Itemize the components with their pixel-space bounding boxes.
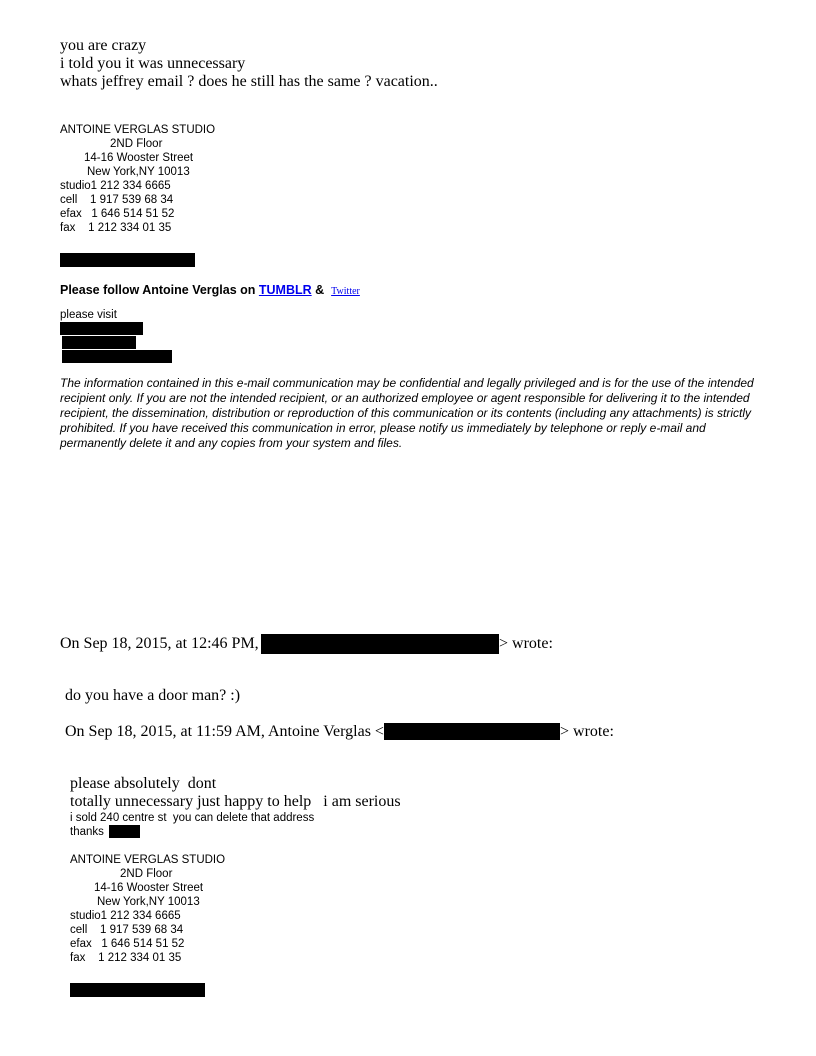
- signature-studio-phone: studio1 212 334 6665: [70, 910, 181, 922]
- message-line-2: i told you it was unnecessary: [60, 55, 246, 72]
- twitter-link[interactable]: Twitter: [331, 286, 360, 297]
- redaction-bar: [70, 983, 205, 997]
- signature-fax: fax 1 212 334 01 35: [70, 952, 182, 964]
- signature-city: New York,NY 10013: [87, 166, 190, 178]
- signature-floor: 2ND Floor: [120, 868, 173, 880]
- quote2-header-prefix: On Sep 18, 2015, at 11:59 AM, Antoine Verglas <: [65, 723, 384, 740]
- signature-efax: efax 1 646 514 51 52: [70, 938, 185, 950]
- signature-studio-name: ANTOINE VERGLAS STUDIO: [70, 854, 226, 866]
- message-line-3: whats jeffrey email ? does he still has the same ? vacation..: [60, 73, 438, 90]
- redaction-bar: [109, 825, 140, 838]
- quote1-body: do you have a door man? :): [65, 687, 241, 704]
- quote1-header-suffix: > wrote:: [499, 635, 553, 652]
- quote1-header-prefix: On Sep 18, 2015, at 12:46 PM,: [60, 635, 259, 652]
- signature-cell: cell 1 917 539 68 34: [60, 194, 174, 206]
- redaction-bar: [60, 322, 143, 335]
- message-line-1: you are crazy: [60, 37, 147, 54]
- follow-prefix: Please follow Antoine Verglas on: [60, 283, 259, 297]
- signature-street: 14-16 Wooster Street: [84, 152, 194, 164]
- signature-studio-name: ANTOINE VERGLAS STUDIO: [60, 124, 216, 136]
- redaction-bar: [261, 634, 499, 654]
- quote2-line-3: i sold 240 centre st you can delete that address: [70, 812, 315, 824]
- please-visit-text: please visit: [60, 309, 117, 321]
- signature-efax: efax 1 646 514 51 52: [60, 208, 175, 220]
- quote2-header-suffix: > wrote:: [560, 723, 614, 740]
- signature-street: 14-16 Wooster Street: [94, 882, 204, 894]
- redaction-bar: [60, 253, 195, 267]
- quote1-header: [60, 635, 259, 653]
- quote2-line-2: totally unnecessary just happy to help i am serious: [70, 793, 401, 810]
- follow-line: [60, 283, 360, 297]
- quote2-line-1: please absolutely dont: [70, 775, 217, 792]
- signature-fax: fax 1 212 334 01 35: [60, 222, 172, 234]
- signature-floor: 2ND Floor: [110, 138, 163, 150]
- signature-studio-phone: studio1 212 334 6665: [60, 180, 171, 192]
- tumblr-link[interactable]: TUMBLR: [258, 283, 312, 297]
- signature-cell: cell 1 917 539 68 34: [70, 924, 184, 936]
- follow-ampersand: &: [311, 283, 328, 297]
- redaction-bar: [62, 350, 172, 363]
- quote2-line-4: thanks: [70, 826, 104, 838]
- redaction-bar: [62, 336, 136, 349]
- signature-city: New York,NY 10013: [97, 896, 200, 908]
- disclaimer-text: The information contained in this e-mail communication may be confidential and legally privileged and is for the use of the intended recipient only. If you are not the intended recipient, or an authorized employee or agent responsible for delivering it to the intended recipient, the dissemination, distribution or reproduction of this communication or its contents (including any attachments) is strictly prohibited. If you have received this communication in error, please notify us immediately by telephone or reply e-mail and permanently delete it and any copies from your system and files.: [60, 376, 754, 450]
- redaction-bar: [384, 723, 560, 740]
- legal-disclaimer: [60, 376, 760, 451]
